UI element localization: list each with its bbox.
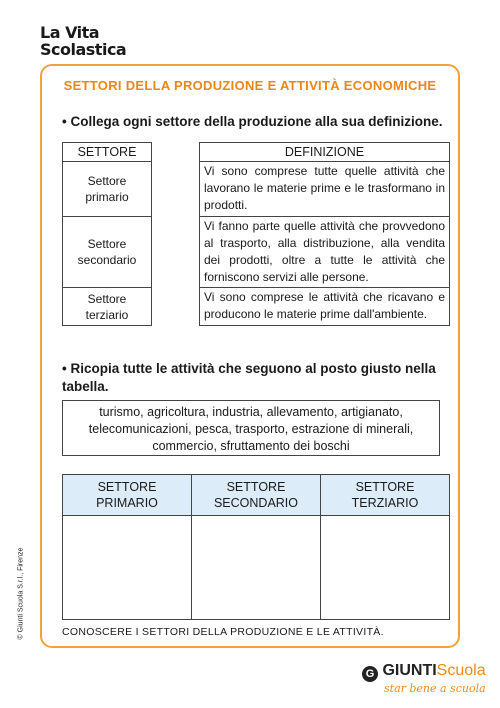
definition-cell-3: Vi sono comprese le attività che ricavano e producono le materie prime dall'ambiente.: [199, 287, 450, 326]
footer-objective: CONOSCERE I SETTORI DELLA PRODUZIONE E LE ATTIVITÀ.: [62, 626, 384, 638]
definition-cell-1: Vi sono comprese tutte quelle attività che lavorano le materie prime e le trasformano in prodotti.: [199, 161, 450, 217]
word-list-box: turismo, agricoltura, industria, allevamento, artigianato, telecomunicazioni, pesca, trasporto, estrazione di minerali, commercio, sfruttamento dei boschi: [62, 400, 440, 456]
column-header-label: SECONDARIO: [213, 496, 299, 510]
brand-scuola: Scuola: [436, 662, 486, 679]
answer-cell-terziario[interactable]: [320, 515, 450, 620]
definition-cell-2: Vi fanno parte quelle attività che provvedono al trasporto, alla distribuzione, alla vendita dei prodotti, oltre a tutte le attività che forniscono servizi alle persone.: [199, 216, 450, 288]
sector-label: Settore: [87, 237, 127, 251]
exercise-2-instruction: • Ricopia tutte le attività che seguono al posto giusto nella tabella.: [62, 361, 436, 394]
column-header-terziario: [320, 474, 450, 516]
sector-label: terziario: [85, 307, 129, 322]
column-header-secondario: [191, 474, 321, 516]
brand-g-icon: G: [362, 666, 378, 682]
sector-cell-secondario: [62, 216, 152, 288]
page-title: SETTORI DELLA PRODUZIONE E ATTIVITÀ ECONOMICHE: [63, 78, 437, 93]
answer-cell-secondario[interactable]: [191, 515, 321, 620]
definition-header: DEFINIZIONE: [199, 142, 450, 162]
column-header-primario: [62, 474, 192, 516]
answer-cell-primario[interactable]: [62, 515, 192, 620]
brand-logo: [362, 662, 486, 682]
logo-line-1: La Vita: [40, 23, 100, 42]
classification-table: [62, 474, 450, 620]
logo-line-2: Scolastica: [40, 40, 127, 59]
brand-giunti: GIUNTI: [382, 662, 437, 679]
sector-label: primario: [85, 190, 129, 204]
sector-cell-terziario: [62, 287, 152, 326]
sector-label: Settore: [87, 291, 127, 306]
sector-label: Settore: [87, 174, 127, 188]
sector-cell-primario: [62, 161, 152, 217]
column-header-label: SETTORE: [226, 480, 286, 494]
exercise-1-instruction: • Collega ogni settore della produzione alla sua definizione.: [62, 114, 443, 129]
logo: [40, 24, 126, 58]
sector-label: secondario: [77, 253, 137, 267]
column-header-label: TERZIARIO: [351, 496, 419, 510]
column-header-label: SETTORE: [97, 480, 157, 494]
column-header-label: SETTORE: [355, 480, 415, 494]
sector-header: SETTORE: [62, 142, 152, 162]
column-header-label: PRIMARIO: [96, 496, 158, 510]
copyright-notice: © Giunti Scuola S.r.l., Firenze: [17, 547, 25, 640]
brand-tagline: star bene a scuola: [384, 682, 486, 695]
